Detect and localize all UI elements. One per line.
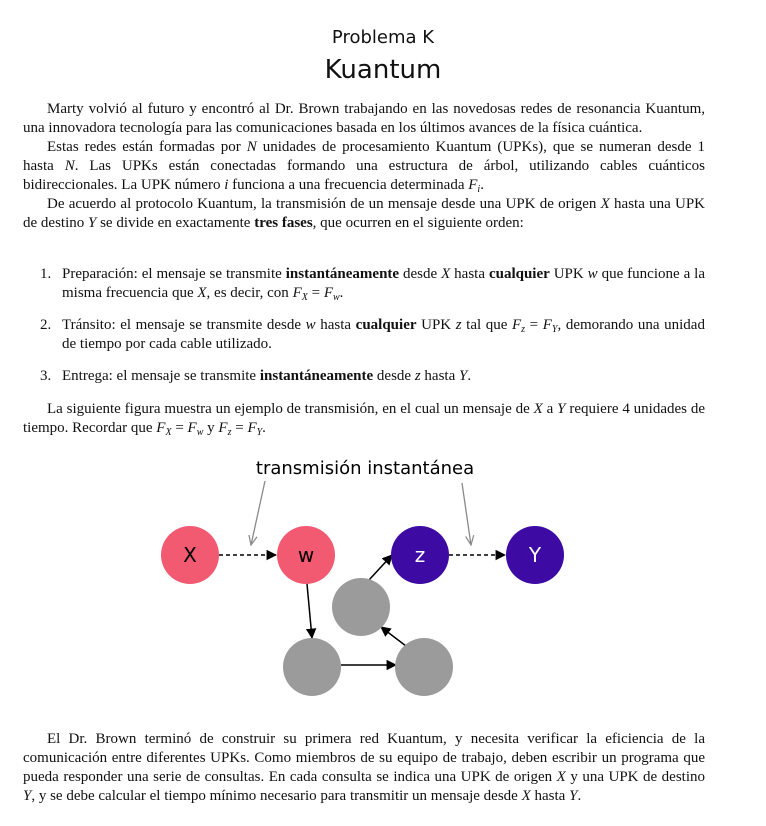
transmission-diagram	[0, 450, 766, 720]
node-gray-middle	[332, 578, 390, 636]
edge-gray2-to-gray3	[381, 627, 406, 646]
node-gray-left	[283, 638, 341, 696]
caption-pointer-right	[462, 483, 471, 545]
intro-paragraph-3: De acuerdo al protocolo Kuantum, la transmisión de un mensaje desde una UPK de origen X hasta una UPK de destino Y se divide en exactamente tres fases, que ocurren en el siguiente orden:	[23, 196, 705, 231]
phase-item-preparation: 1. Preparación: el mensaje se transmite instantáneamente desde X hasta cualquier UPK w que funcione a la misma frecuencia que X, es decir, con $F_X = F_w$.	[40, 266, 706, 303]
node-gray-right	[395, 638, 453, 696]
edge-gray3-to-z	[369, 555, 392, 580]
caption-pointer-left	[251, 481, 265, 545]
node-w-label: w	[297, 543, 315, 567]
node-z-label: z	[414, 543, 426, 567]
intro-paragraph-1: Marty volvió al futuro y encontró al Dr. Brown trabajando en las novedosas redes de resonancia Kuantum, una innovadora tecnología para las comunicaciones basada en los últimos avances de la física cuántica.	[23, 101, 705, 136]
edge-w-to-gray1	[307, 584, 312, 638]
intro-section	[23, 100, 705, 233]
phase-list	[23, 265, 705, 386]
phase-item-transit: 2. Tránsito: el mensaje se transmite desde w hasta cualquier UPK z tal que $F_z = F_Y$, demorando una unidad de tiempo por cada cable utilizado.	[40, 317, 705, 352]
problem-title: Kuantum	[324, 55, 442, 85]
closing-paragraph: El Dr. Brown terminó de construir su primera red Kuantum, y necesita verificar la eficiencia de la comunicación entre diferentes UPKs. Como miembros de su equipo de trabajo, deben escribir un programa que pueda responder una serie de consultas. En cada consulta se indica una UPK de origen X y una UPK de destino Y, y se debe calcular el tiempo mínimo necesario para transmitir un mensaje desde X hasta Y.	[23, 731, 706, 804]
node-x-label: X	[183, 543, 197, 567]
intro-paragraph-2: Estas redes están formadas por N unidades de procesamiento Kuantum (UPKs), que se numeran desde 1 hasta N. Las UPKs están conectadas formando una estructura de árbol, utilizando cables cuánticos bidireccionales. La UPK número i funciona a una frecuencia determinada $F_i$.	[23, 139, 706, 195]
node-y-label: Y	[528, 543, 542, 567]
figure-caption: transmisión instantánea	[255, 458, 475, 479]
problem-label: Problema K	[331, 27, 435, 48]
figure-intro-paragraph: La siguiente figura muestra un ejemplo de transmisión, en el cual un mensaje de X a Y requiere 4 unidades de tiempo. Recordar que $F_X = F_w$ y $F_z = F_Y$.	[23, 401, 705, 438]
phase-item-delivery: 3. Entrega: el mensaje se transmite instantáneamente desde z hasta Y.	[40, 368, 472, 384]
